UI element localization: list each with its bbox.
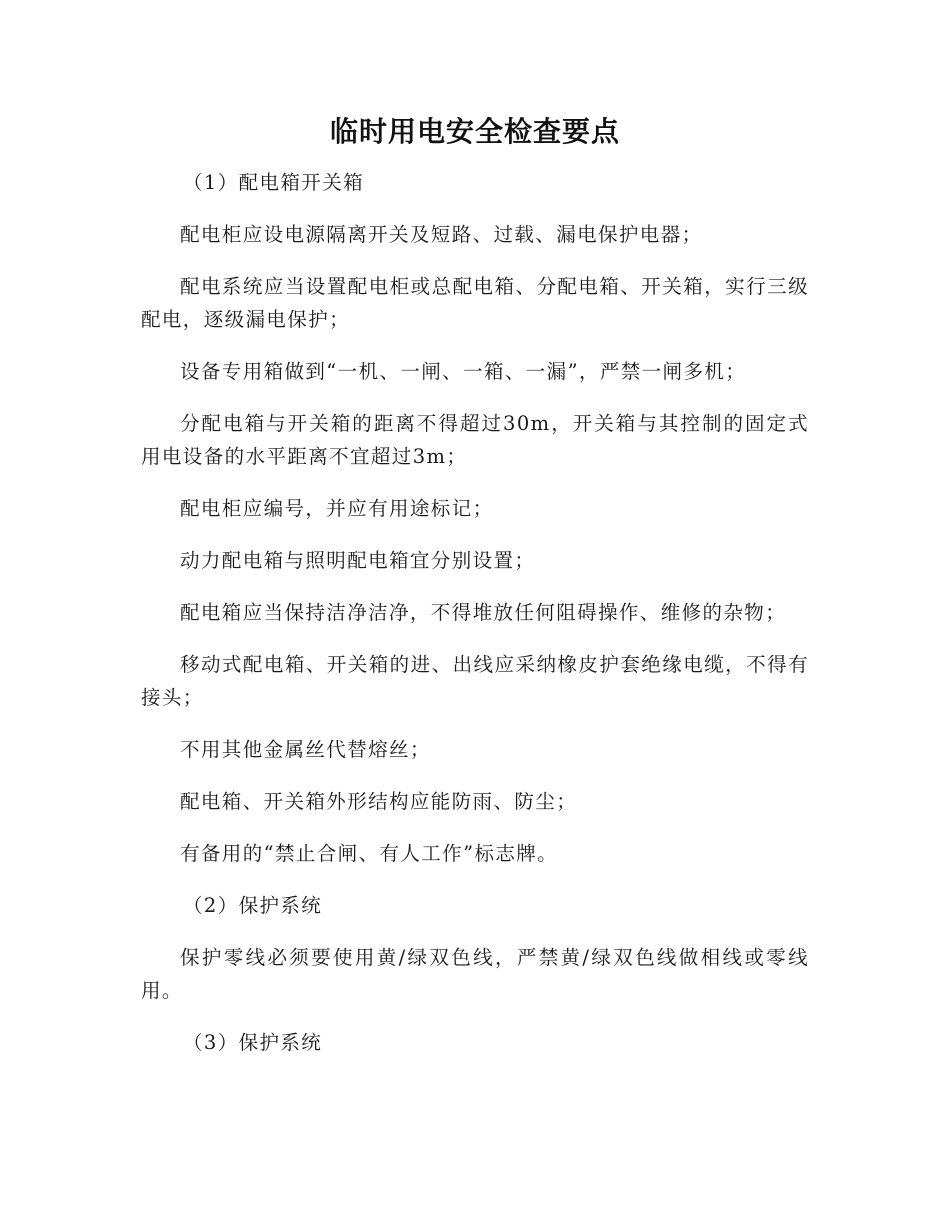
paragraph: 配电箱、开关箱外形结构应能防雨、防尘； [180, 790, 578, 813]
paragraph: 分配电箱与开关箱的距离不得超过30m，开关箱与其控制的固定式用电设备的水平距离不宜超过3m； [141, 412, 809, 468]
paragraph: 设备专用箱做到“一机、一闸、一箱、一漏”，严禁一闸多机； [180, 360, 747, 383]
paragraph: 不用其他金属丝代替熔丝； [180, 738, 431, 761]
paragraph: 有备用的“禁止合闸、有人工作”标志牌。 [180, 842, 559, 865]
paragraph: 移动式配电箱、开关箱的进、出线应采纳橡皮护套绝缘电缆，不得有接头； [141, 653, 809, 709]
paragraph: 配电系统应当设置配电柜或总配电箱、分配电箱、开关箱，实行三级配电，逐级漏电保护； [141, 275, 809, 331]
section-heading: （2）保护系统 [183, 894, 323, 917]
paragraph: 配电箱应当保持洁净洁净，不得堆放任何阻碍操作、维修的杂物； [180, 601, 787, 624]
page-title: 临时用电安全检查要点 [329, 115, 620, 148]
paragraph: 动力配电箱与照明配电箱宜分别设置； [180, 549, 536, 572]
section-heading: （1）配电箱开关箱 [183, 171, 365, 194]
document-body [141, 166, 809, 1078]
section-heading: （3）保护系统 [183, 1031, 323, 1054]
paragraph: 配电柜应编号，并应有用途标记； [180, 497, 494, 520]
paragraph: 保护零线必须要使用黄/绿双色线，严禁黄/绿双色线做相线或零线用。 [141, 946, 809, 1002]
paragraph: 配电柜应设电源隔离开关及短路、过载、漏电保护电器； [180, 223, 703, 246]
